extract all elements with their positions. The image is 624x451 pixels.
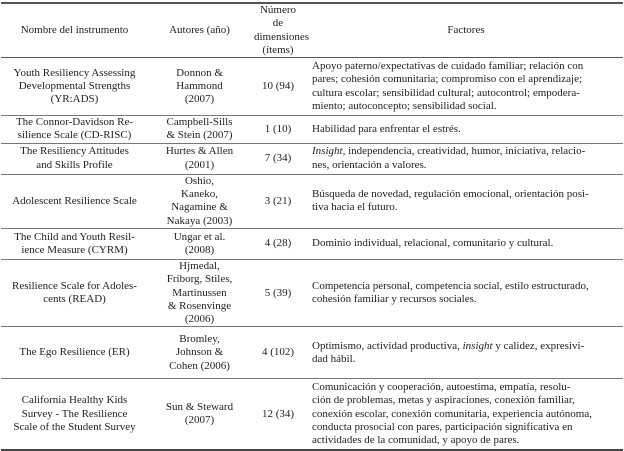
table-row [1,58,623,116]
authors: Donnon & Hammond (2007) [176,66,223,106]
factors [305,58,623,116]
authors: Ungar et al. (2008) [173,230,226,256]
factors [305,116,623,144]
factor-text: Búsqueda de novedad, regulación emocional, orientación posi- tiva hacia el futuro. [312,188,589,214]
authors: Hjmedal, Friborg, Stiles, Martinussen & Rosenvinge (2006) [166,259,233,326]
header-authors: Autores (año) [169,23,230,36]
dimensions: 1 (10) [264,122,292,135]
instrument-name: California Healthy Kids Survey - The Resilience Scale of the Student Survey [13,394,136,433]
table-row [1,379,623,450]
authors: Oshio, Kaneko, Nagamine & Nakaya (2003) [166,174,233,227]
header-factors: Factores [447,23,485,36]
table-row [1,116,623,144]
factor-text: Habilidad para enfrentar el estrés. [312,122,461,135]
factor-text: y calidez, expresivi- dad hábil. [312,339,585,365]
dimensions: 7 (34) [264,152,292,165]
instruments-table [1,2,623,451]
factor-text: Dominio individual, relacional, comunitario y cultural. [312,237,554,250]
dimensions: 3 (21) [264,194,292,207]
instrument-name: The Child and Youth Resil- ience Measure (CYRM) [14,230,135,256]
instrument-name: Youth Resiliency Assessing Developmental Strengths (YR:ADS) [13,66,136,106]
factor-italic-text: Insight [312,145,343,158]
header-dimensions: Número de dimensiones (ítems) [254,4,309,56]
table-row [1,228,623,259]
table-row [1,143,623,174]
header-instrument: Nombre del instrumento [20,23,129,36]
table-row [1,174,623,228]
dimensions: 5 (39) [264,286,292,299]
authors: Campbell-Sills & Stein (2007) [166,116,233,142]
factors [305,259,623,326]
factor-text: , independencia, creatividad, humor, iniciativa, relacio- nes, orientación a valores. [312,145,586,171]
header-row [1,3,623,58]
factors [305,143,623,174]
authors: Hurtes & Allen (2001) [165,145,234,171]
factor-text: Apoyo paterno/expectativas de cuidado familiar; relación con pares; cohesión comunitaria; compromiso con el aprendizaje; cultura escolar; sensibilidad cultural; autocontrol; empodera- miento; autoconcepto; sensibilidad social. [312,60,584,112]
dimensions: 12 (34) [261,407,295,420]
instrument-name: Resilience Scale for Adoles- cents (READ) [12,279,137,306]
authors: Sun & Steward (2007) [165,400,234,427]
table-row [1,327,623,379]
factors [305,228,623,259]
authors: Bromley, Johnson & Cohen (2006) [169,333,230,372]
dimensions: 10 (94) [261,80,295,93]
factor-text: Competencia personal, competencia social, estilo estructurado, cohesión familiar y recursos sociales. [312,279,589,306]
instrument-name: The Ego Resilience (ER) [19,346,130,359]
instrument-name: Adolescent Resilience Scale [12,194,137,207]
instrument-name: The Resiliency Attitudes and Skills Profile [20,145,129,171]
factor-italic-text: insight [462,339,493,352]
factors [305,327,623,379]
table-row [1,259,623,326]
factor-text: Optimismo, actividad productiva, [312,339,463,352]
dimensions: 4 (28) [264,237,292,250]
factors [305,379,623,450]
factors [305,174,623,228]
dimensions: 4 (102) [261,346,295,359]
instrument-name: The Connor-Davidson Re- silience Scale (CD-RISC) [15,116,134,142]
factor-text: Comunicación y cooperación, autoestima, empatía, resolu- ción de problemas, metas y aspiraciones, conexión familiar, conexión escolar, conexión comunitaria, experiencia autónoma, conducta prosocial con pares, participación significativa en actividades de la comunidad, y apoyo de pares. [312,380,592,447]
